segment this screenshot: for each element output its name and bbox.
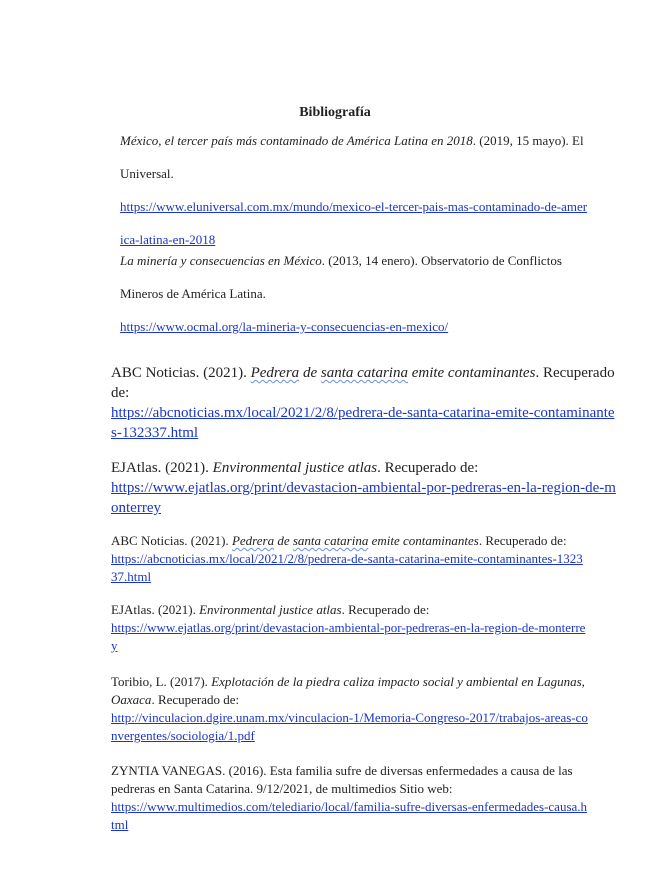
reference-link[interactable]: https://abcnoticias.mx/local/2021/2/8/pedrera-de-santa-catarina-emite-contaminante bbox=[111, 405, 615, 421]
reference-link-continued[interactable]: onterrey bbox=[111, 500, 161, 516]
reference-title: La minería y consecuencias en México bbox=[120, 253, 322, 268]
reference-details: . Recuperado de: bbox=[478, 533, 567, 548]
reference-link-continued[interactable]: tml bbox=[111, 817, 129, 832]
reference-details: . Recuperado bbox=[535, 365, 615, 381]
reference-link[interactable]: https://www.ejatlas.org/print/devastacion-ambiental-por-pedreras-en-la-region-de-m bbox=[111, 480, 616, 496]
reference-title: Explotación de la piedra caliza impacto social y ambiental en Lagunas, bbox=[211, 674, 585, 689]
reference-title: Environmental justice atlas bbox=[199, 602, 342, 617]
reference-author: ABC Noticias. (2021). bbox=[111, 365, 251, 381]
reference-details: . Recuperado de: bbox=[341, 602, 430, 617]
reference-details: . Recuperado de: bbox=[151, 692, 240, 707]
reference-4 bbox=[111, 458, 616, 518]
reference-title: Pedrera de santa catarina emite contaminantes bbox=[250, 365, 536, 381]
reference-title: México, el tercer país más contaminado de América Latina en 2018 bbox=[120, 133, 473, 148]
page-title: Bibliografía bbox=[299, 105, 371, 120]
reference-author: EJAtlas. (2021). bbox=[111, 602, 200, 617]
reference-link[interactable]: https://www.eluniversal.com.mx/mundo/mexico-el-tercer-pais-mas-contaminado-de-amer bbox=[120, 199, 588, 214]
reference-title: Pedrera de santa catarina emite contaminantes bbox=[231, 533, 479, 548]
reference-6 bbox=[111, 601, 585, 655]
reference-title: Environmental justice atlas bbox=[212, 460, 378, 476]
reference-3 bbox=[111, 363, 615, 443]
reference-details: . (2019, 15 mayo). El bbox=[472, 133, 584, 148]
reference-link-continued[interactable]: nvergentes/sociologia/1.pdf bbox=[111, 728, 255, 743]
reference-link-continued[interactable]: 37.html bbox=[111, 569, 152, 584]
reference-details-continued: de: bbox=[111, 385, 130, 401]
reference-link[interactable]: http://vinculacion.dgire.unam.mx/vinculacion-1/Memoria-Congreso-2017/trabajos-areas-co bbox=[111, 710, 588, 725]
reference-details: . (2013, 14 enero). Observatorio de Conflictos bbox=[321, 253, 562, 268]
reference-link[interactable]: https://abcnoticias.mx/local/2021/2/8/pedrera-de-santa-catarina-emite-contaminantes-1323 bbox=[111, 551, 583, 566]
reference-1 bbox=[120, 124, 587, 256]
reference-author: ABC Noticias. (2021). bbox=[111, 533, 232, 548]
reference-link[interactable]: https://www.multimedios.com/telediario/local/familia-sufre-diversas-enfermedades-causa.h bbox=[111, 799, 588, 814]
reference-5 bbox=[111, 532, 583, 586]
reference-author: Toribio, L. (2017). bbox=[111, 674, 212, 689]
reference-link-continued[interactable]: s-132337.html bbox=[111, 425, 199, 441]
reference-link-continued[interactable]: ica-latina-en-2018 bbox=[120, 232, 216, 247]
reference-link[interactable]: https://www.ocmal.org/la-mineria-y-consecuencias-en-mexico/ bbox=[120, 319, 449, 334]
reference-link-continued[interactable]: y bbox=[111, 638, 118, 653]
reference-2 bbox=[120, 244, 562, 343]
reference-link[interactable]: https://www.ejatlas.org/print/devastacion-ambiental-por-pedreras-en-la-region-de-monterre bbox=[111, 620, 586, 635]
reference-publisher: Mineros de América Latina. bbox=[120, 286, 266, 301]
reference-author-title: ZYNTIA VANEGAS. (2016). Esta familia sufre de diversas enfermedades a causa de las bbox=[111, 763, 573, 778]
reference-author: EJAtlas. (2021). bbox=[111, 460, 213, 476]
reference-publisher: Universal. bbox=[120, 166, 174, 181]
reference-details: . Recuperado de: bbox=[377, 460, 479, 476]
reference-7 bbox=[111, 673, 588, 745]
reference-details: pedreras en Santa Catarina. 9/12/2021, de multimedios Sitio web: bbox=[111, 781, 453, 796]
reference-title-continued: Oaxaca bbox=[111, 692, 152, 707]
reference-8 bbox=[111, 762, 587, 834]
